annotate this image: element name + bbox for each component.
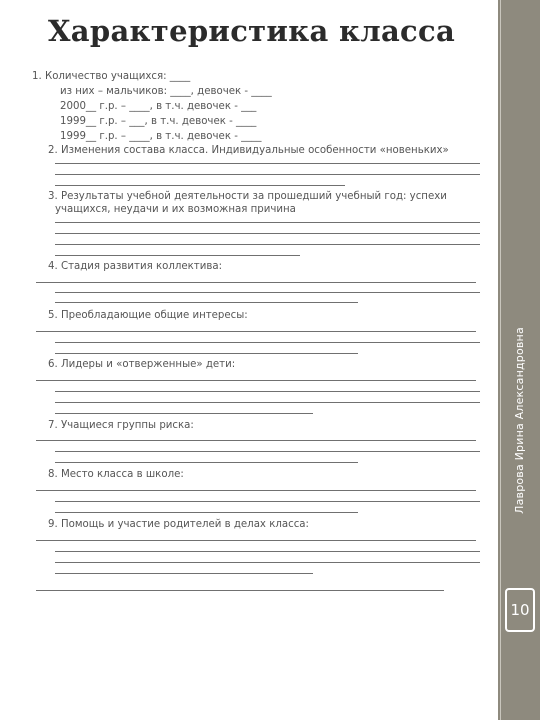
blank-line	[55, 451, 480, 452]
author-vertical-label	[505, 320, 533, 520]
blank-line	[55, 462, 358, 463]
blank-line	[55, 292, 480, 293]
list-item: 1. Количество учащихся: ____	[32, 71, 191, 82]
blank-line	[36, 380, 476, 381]
page-title: Характеристика класса	[48, 14, 456, 48]
blank-line	[36, 282, 476, 283]
list-item: из них – мальчиков: ____, девочек - ____	[60, 86, 272, 97]
blank-line	[55, 501, 480, 502]
author-name: Лаврова Ирина Александровна	[512, 326, 526, 514]
blank-line	[55, 244, 480, 245]
blank-line	[55, 551, 480, 552]
list-item: учащихся, неудачи и их возможная причина	[55, 204, 296, 215]
blank-line	[55, 174, 480, 175]
list-item: 3. Результаты учебной деятельности за прошедший учебный год: успехи	[48, 191, 447, 202]
blank-line	[55, 255, 300, 256]
list-item: 4. Стадия развития коллектива:	[48, 261, 223, 272]
blank-line	[55, 233, 480, 234]
list-item: 5. Преобладающие общие интересы:	[48, 310, 248, 321]
blank-line	[55, 573, 313, 574]
blank-line	[36, 331, 476, 332]
blank-line	[55, 562, 480, 563]
list-item: 9. Помощь и участие родителей в делах класса:	[48, 519, 309, 530]
blank-line	[55, 353, 358, 354]
blank-line	[55, 391, 480, 392]
page-number-badge	[505, 588, 535, 632]
blank-line	[55, 302, 358, 303]
blank-line	[36, 590, 444, 591]
list-item: 1999__ г.р. – ____, в т.ч. девочек - ____	[60, 131, 262, 142]
blank-line	[55, 512, 358, 513]
blank-line	[55, 185, 345, 186]
list-item: 2. Изменения состава класса. Индивидуальные особенности «новеньких»	[48, 145, 449, 156]
blank-line	[55, 342, 480, 343]
blank-line	[55, 413, 313, 414]
list-item: 2000__ г.р. – ____, в т.ч. девочек - ___	[60, 101, 257, 112]
blank-line	[36, 490, 476, 491]
blank-line	[55, 222, 480, 223]
sidebar-divider	[500, 0, 501, 720]
blank-line	[55, 163, 480, 164]
list-item: 6. Лидеры и «отверженные» дети:	[48, 359, 236, 370]
blank-line	[36, 540, 476, 541]
page-number: 10	[510, 601, 530, 619]
blank-line	[55, 402, 480, 403]
blank-line	[36, 440, 476, 441]
list-item: 1999__ г.р. – ___, в т.ч. девочек - ____	[60, 116, 257, 127]
list-item: 8. Место класса в школе:	[48, 469, 184, 480]
list-item: 7. Учащиеся группы риска:	[48, 420, 194, 431]
